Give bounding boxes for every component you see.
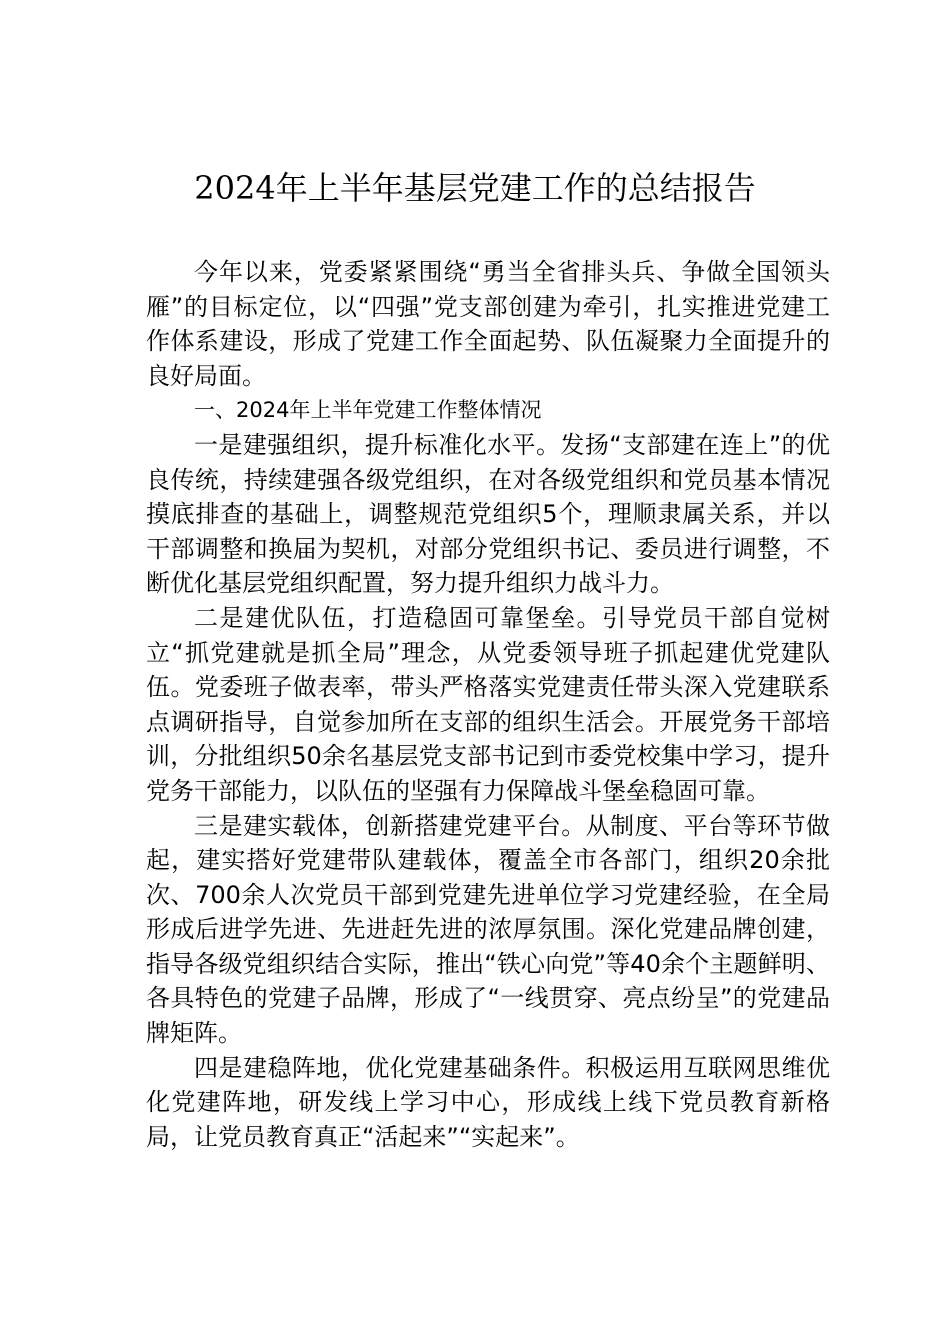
paragraph-position: 四是建稳阵地，优化党建基础条件。积极运用互联网思维优化党建阵地，研发线上学习中心，形成线上线下党员教育新格局，让党员教育真正“活起来”“实起来”。 [146, 1053, 830, 1151]
paragraph-team: 二是建优队伍，打造稳固可靠堡垒。引导党员干部自觉树立“抓党建就是抓全局”理念，从党委领导班子抓起建优党建队伍。党委班子做表率，带头严格落实党建责任带头深入党建联系点调研指导，自觉参加所在支部的组织生活会。开展党务干部培训，分批组织50余名基层党支部书记到市委党校集中学习，提升党务干部能力，以队伍的坚强有力保障战斗堡垒稳固可靠。 [146, 603, 830, 805]
paragraph-platform: 三是建实载体，创新搭建党建平台。从制度、平台等环节做起，建实搭好党建带队建载体，覆盖全市各部门，组织20余批次、700余人次党员干部到党建先进单位学习党建经验，在全局形成后进学先进、先进赶先进的浓厚氛围。深化党建品牌创建，指导各级党组织结合实际，推出“铁心向党”等40余个主题鲜明、各具特色的党建子品牌，形成了“一线贯穿、亮点纷呈”的党建品牌矩阵。 [146, 811, 830, 1048]
document-body [146, 255, 830, 1154]
paragraph-organization: 一是建强组织，提升标准化水平。发扬“支部建在连上”的优良传统，持续建强各级党组织，在对各级党组织和党员基本情况摸底排查的基础上，调整规范党组织5个，理顺隶属关系，并以干部调整和换届为契机，对部分党组织书记、委员进行调整，不断优化基层党组织配置，努力提升组织力战斗力。 [146, 430, 830, 598]
intro-paragraph: 今年以来，党委紧紧围绕“勇当全省排头兵、争做全国领头雁”的目标定位，以“四强”党支部创建为牵引，扎实推进党建工作体系建设，形成了党建工作全面起势、队伍凝聚力全面提升的良好局面。 [146, 258, 830, 390]
section-heading-1: 一、2024年上半年党建工作整体情况 [194, 398, 542, 423]
document-title: 2024年上半年基层党建工作的总结报告 [194, 169, 756, 207]
